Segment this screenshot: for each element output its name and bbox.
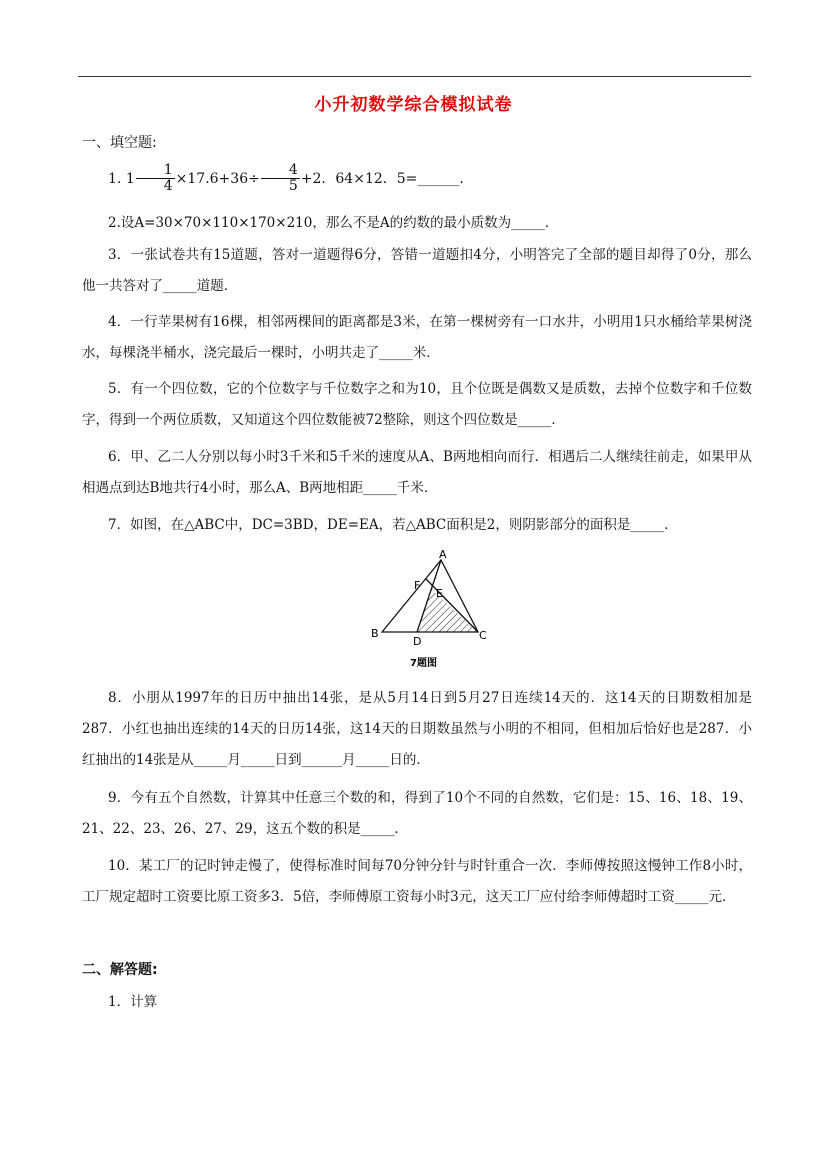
question-3: 3．一张试卷共有15道题，答对一道题得6分，答错一道题扣4分，小明答完了全部的题目却得了0分，那么他一共答对了_____道题． bbox=[82, 247, 752, 294]
question-4: 4．一行苹果树有16棵，相邻两棵间的距离都是3米，在第一棵树旁有一口水井，小明用1只水桶给苹果树浇水，每棵浇半桶水，浇完最后一棵时，小明共走了_____米． bbox=[82, 314, 752, 361]
figure-caption: 7题图 bbox=[410, 658, 437, 669]
question-10: 10．某工厂的记时钟走慢了，使得标准时间每70分钟分针与时针重合一次．李师傅按照这慢钟工作8小时，工厂规定超时工资要比原工资多3．5倍，李师傅原工资每小时3元，这天工厂应付给李师傅超时工资_____元． bbox=[82, 858, 752, 905]
label-a: A bbox=[439, 548, 447, 561]
question-9: 9．今有五个自然数，计算其中任意三个数的和，得到了10个不同的自然数，它们是：15、16、18、19、21、22、23、26、27、29，这五个数的积是_____． bbox=[82, 790, 752, 837]
section-2-question-1: 1．计算 bbox=[108, 994, 158, 1010]
header-rule bbox=[78, 76, 751, 77]
question-8: 8．小朋从1997年的日历中抽出14张，是从5月14日到5月27日连续14天的．这14天的日期数相加是287．小红也抽出连续的14天的日历14张，这14天的日期数虽然与小明的不相同，但相加后恰好也是287．小红抽出的14张是从_____月_____日到______月_____日的． bbox=[82, 690, 752, 768]
q1-whole: 1 bbox=[125, 170, 135, 187]
q1-number: 1. bbox=[108, 170, 122, 187]
page-title: 小升初数学综合模拟试卷 bbox=[314, 95, 513, 115]
question-1 bbox=[82, 163, 752, 195]
q1-middle: ×17.6+36÷ bbox=[175, 170, 260, 187]
question-1-formula bbox=[108, 162, 464, 194]
section-heading-solve: 二、解答题: bbox=[82, 962, 158, 978]
question-7: 7．如图，在△ABC中，DC=3BD，DE=EA，若△ABC面积是2，则阴影部分的面积是_____． bbox=[108, 517, 678, 533]
question-5: 5．有一个四位数，它的个位数字与千位数字之和为10，且个位既是偶数又是质数，去掉个位数字和千位数字，得到一个两位质数，又知道这个四位数能被72整除，则这个四位数是_____． bbox=[82, 381, 752, 428]
label-b: B bbox=[371, 627, 379, 640]
label-c: C bbox=[479, 629, 487, 642]
q1-tail: +2．64×12．5=______. bbox=[300, 170, 464, 187]
question-6: 6．甲、乙二人分别以每小时3千米和5千米的速度从A、B两地相向而行．相遇后二人继续往前走，如果甲从相遇点到达B地共行4小时，那么A、B两地相距_____千米． bbox=[82, 449, 752, 496]
triangle-figure bbox=[360, 548, 500, 673]
q1-fraction-2: $\frac{4}{5}$ bbox=[261, 163, 300, 194]
label-f: F bbox=[414, 579, 421, 592]
label-d: D bbox=[413, 635, 422, 648]
label-e: E bbox=[436, 587, 443, 600]
shaded-region-lower bbox=[417, 589, 478, 632]
q1-fraction-1: $\frac{1}{4}$ bbox=[136, 163, 175, 194]
section-heading-fill-in: 一、填空题: bbox=[82, 135, 157, 151]
question-2: 2.设A=30×70×110×170×210，那么不是A的约数的最小质数为_____． bbox=[108, 215, 559, 231]
